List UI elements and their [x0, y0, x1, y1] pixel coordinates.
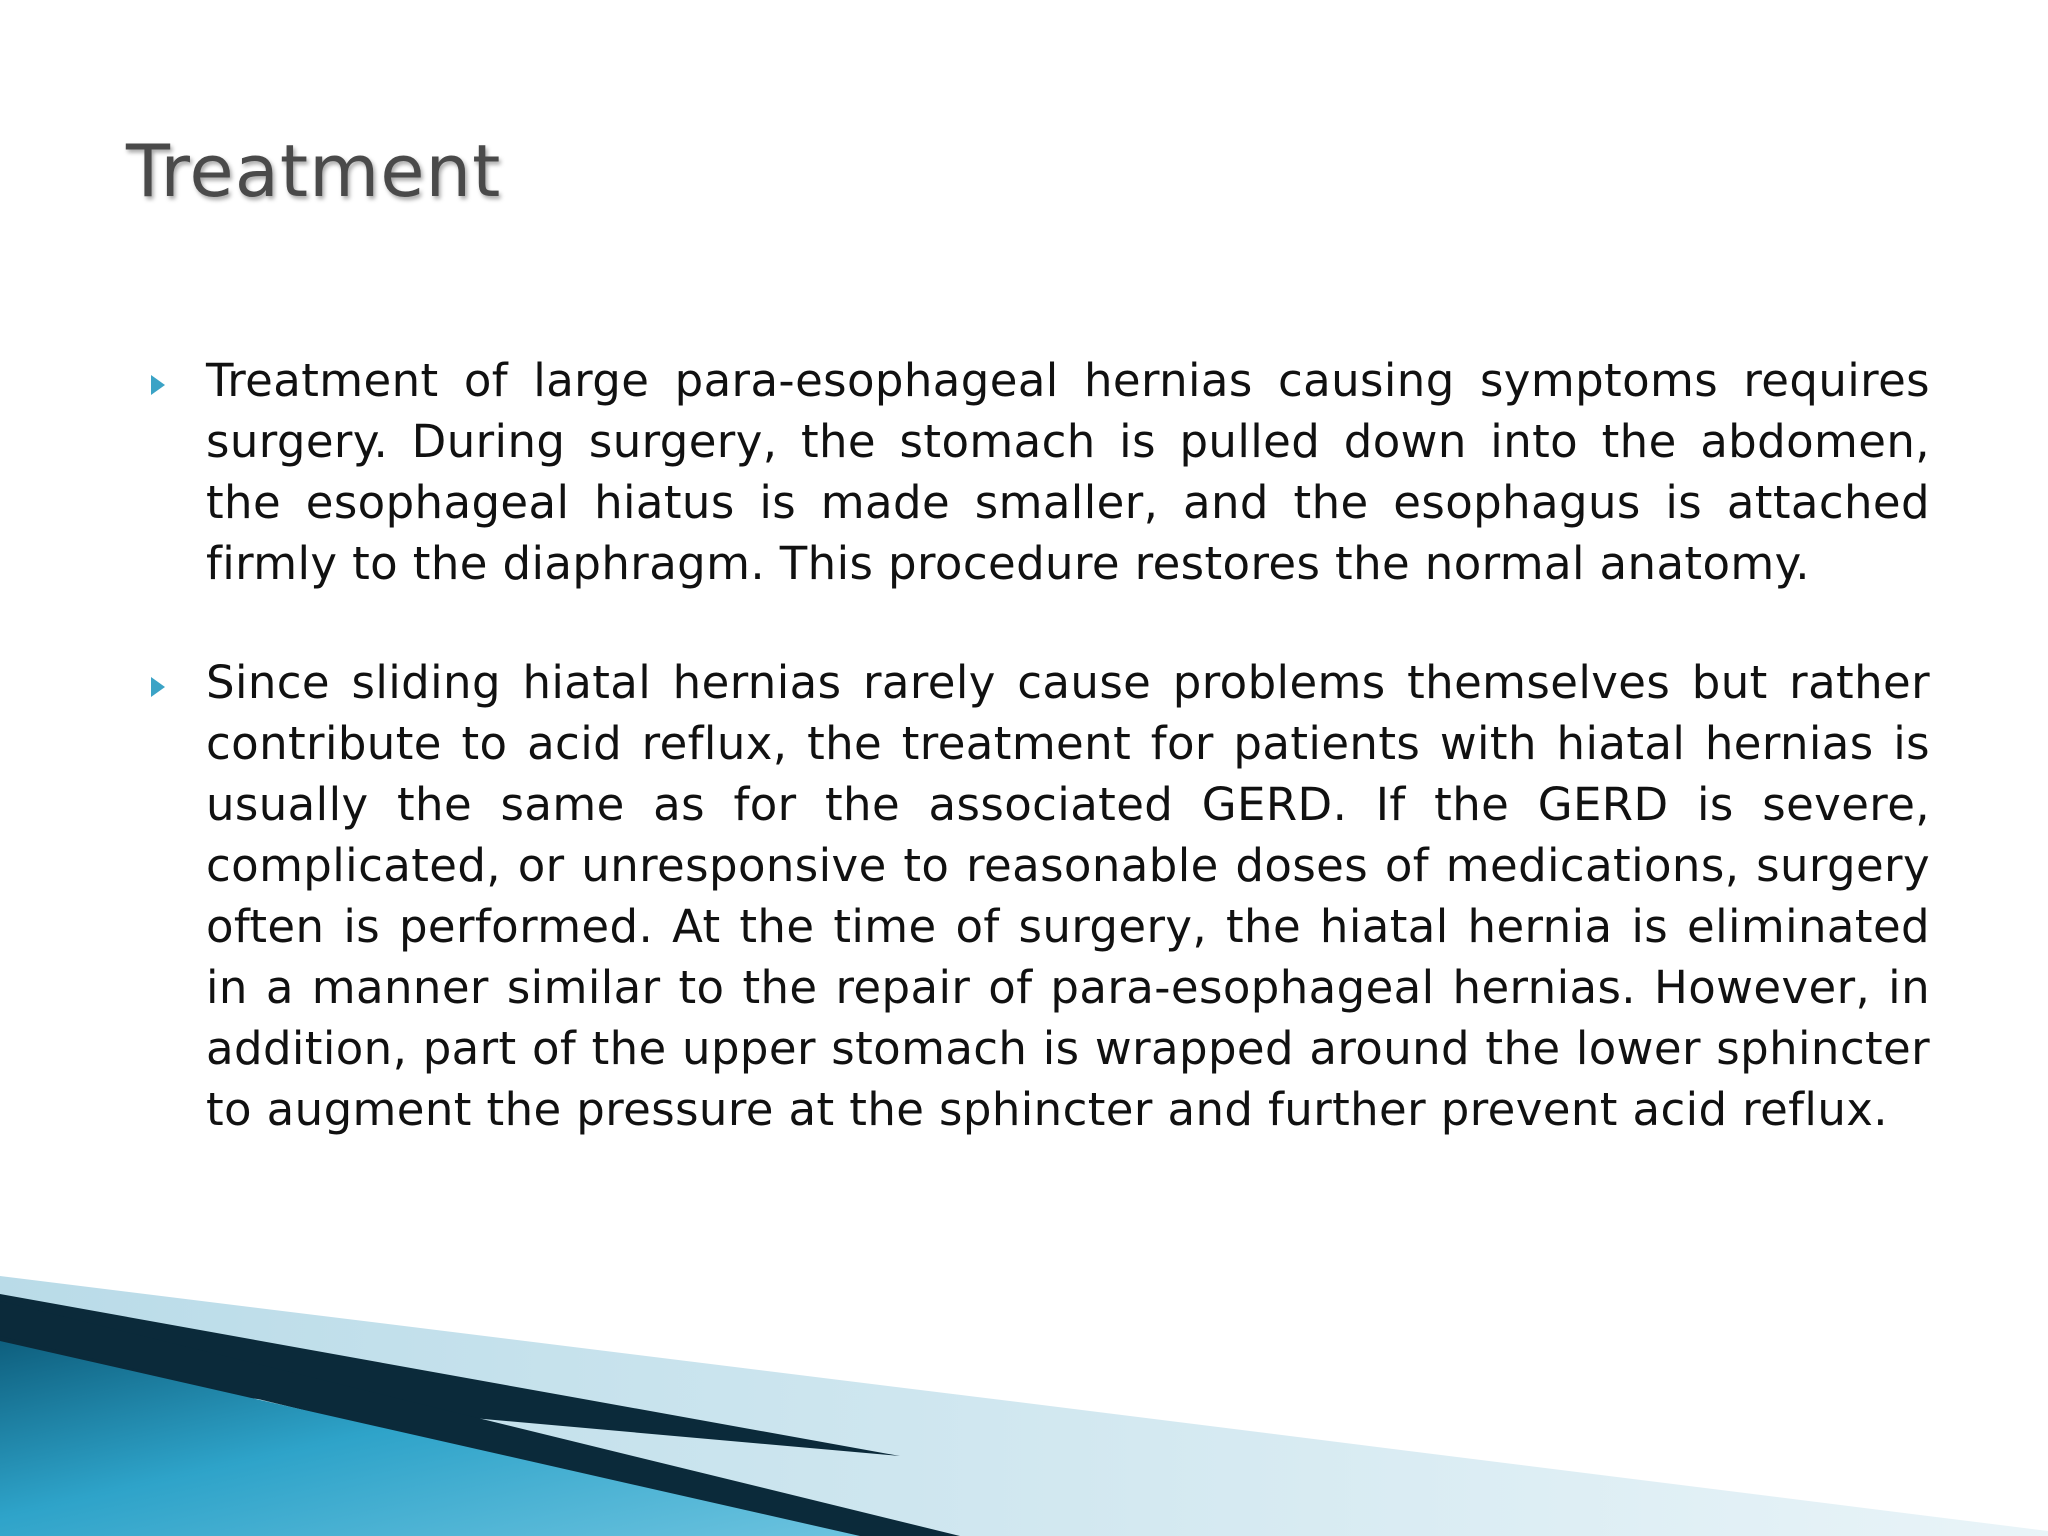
bullet-text: Treatment of large para-esophageal hernias causing symptoms requires surgery. During surgery, the stomach is pulled down into the abdomen, the esophageal hiatus is made smaller, and the esophagus is attached firmly to the diaphragm. This procedure restores the normal anatomy. [206, 354, 1930, 590]
bullet-item [150, 350, 1930, 594]
bullet-list [150, 350, 1930, 1198]
slide-title: Treatment [126, 129, 502, 213]
decor-light-band [0, 1276, 2048, 1536]
bullet-item [150, 652, 1930, 1140]
triangle-bullet-icon [150, 652, 206, 712]
triangle-bullet-icon [150, 350, 206, 410]
decor-dark-wedge [0, 1294, 900, 1456]
decorative-swoosh [0, 1256, 2048, 1536]
decor-dark-stripe [0, 1301, 960, 1536]
decor-teal-wedge [0, 1341, 860, 1536]
bullet-text: Since sliding hiatal hernias rarely cause problems themselves but rather contribute to acid reflux, the treatment for patients with hiatal hernias is usually the same as for the associated GERD. If the GERD is severe, complicated, or unresponsive to reasonable doses of medications, surgery often is performed. At the time of surgery, the hiatal hernia is eliminated in a manner similar to the repair of para-esophageal hernias. However, in addition, part of the upper stomach is wrapped around the lower sphincter to augment the pressure at the sphincter and further prevent acid reflux. [206, 656, 1930, 1136]
